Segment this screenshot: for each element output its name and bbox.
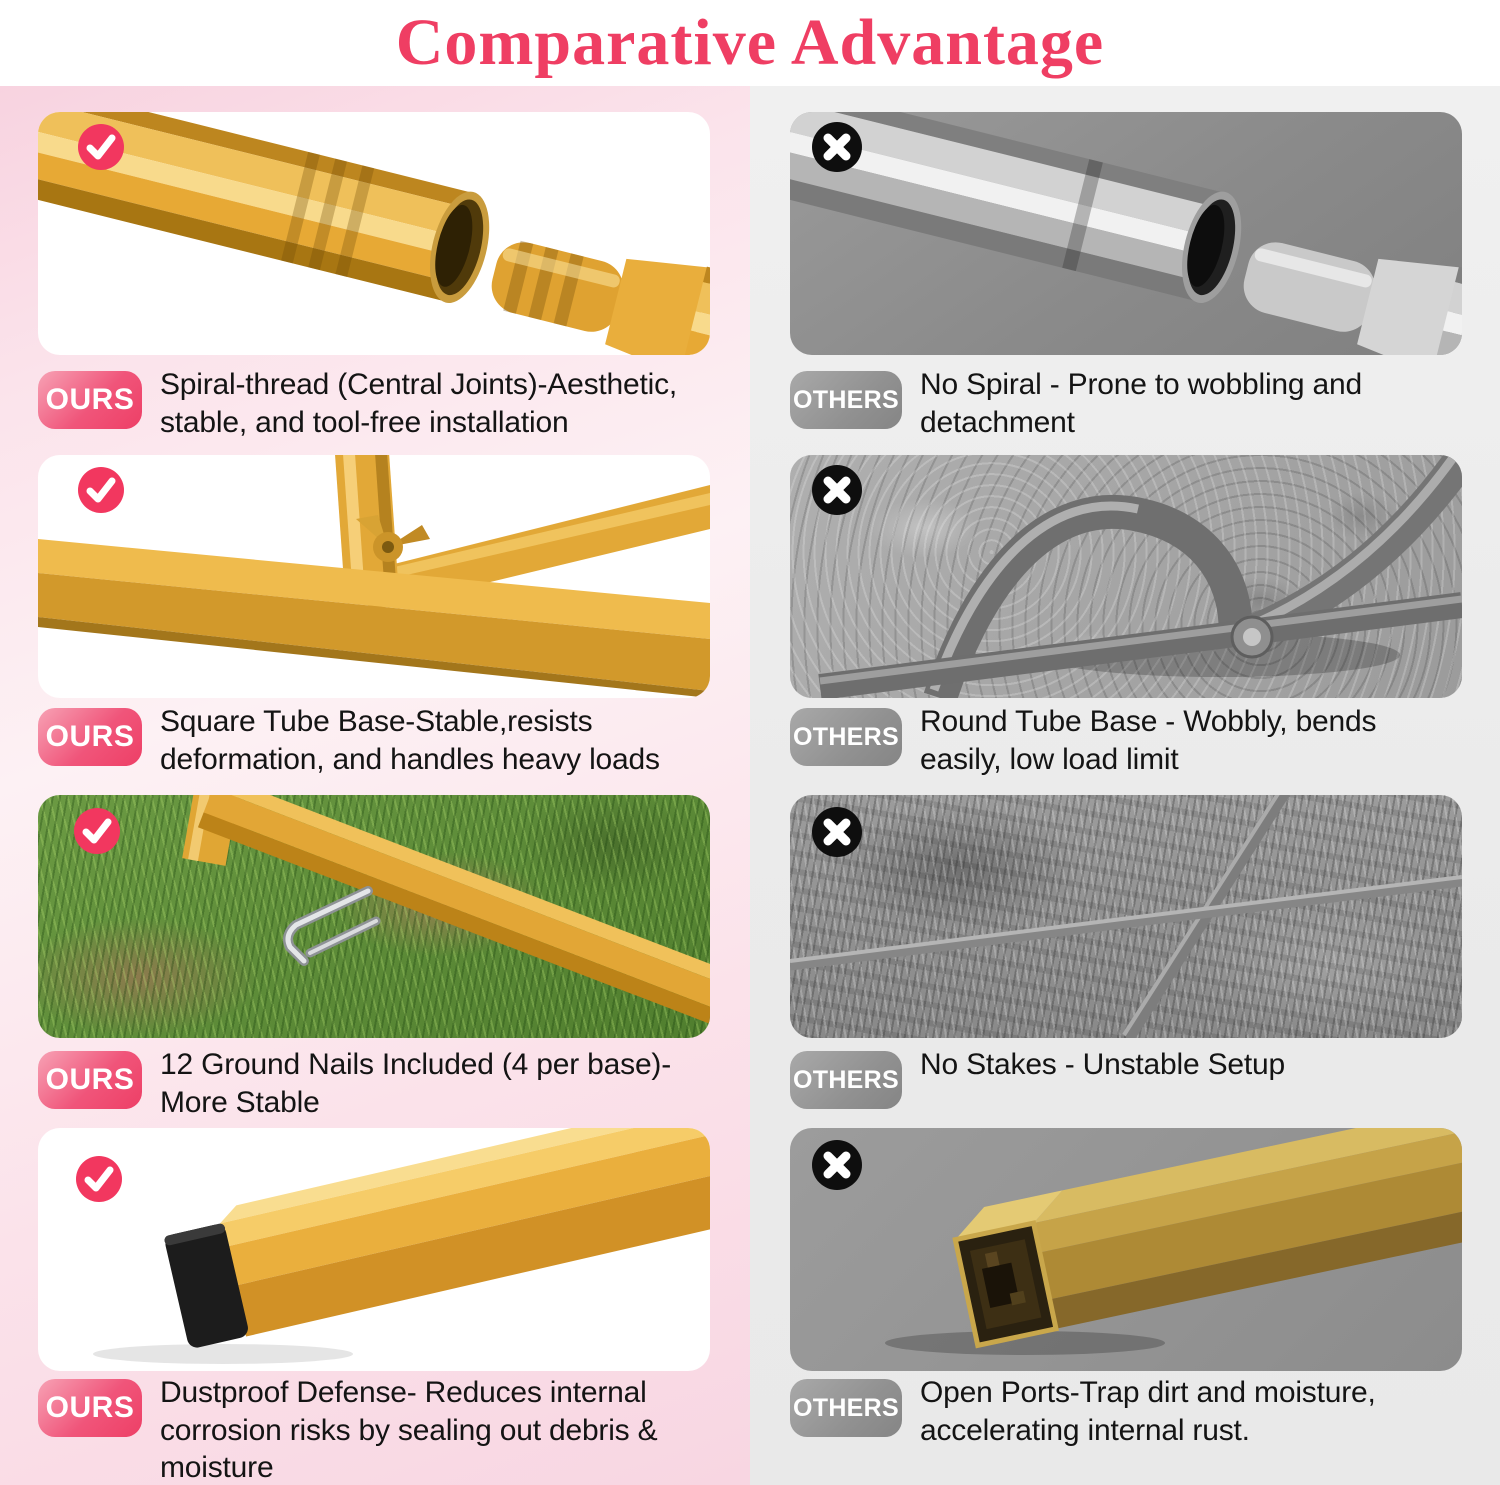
capped-square-tube-art bbox=[38, 1128, 710, 1371]
round-tube-base-art bbox=[790, 455, 1462, 698]
cross-icon bbox=[812, 1140, 862, 1190]
page-title: Comparative Advantage bbox=[395, 6, 1105, 79]
yellow-square-base-art bbox=[38, 455, 710, 698]
others-badge: OTHERS bbox=[790, 1379, 902, 1437]
cross-icon bbox=[812, 807, 862, 857]
others-badge: OTHERS bbox=[790, 708, 902, 766]
ours-badge: OURS bbox=[38, 371, 142, 429]
photo-ours-square-base bbox=[38, 455, 710, 698]
caption-row-others-1 bbox=[790, 366, 1466, 441]
check-icon bbox=[78, 124, 124, 170]
photo-others-no-stakes bbox=[790, 795, 1462, 1038]
ours-badge: OURS bbox=[38, 1379, 142, 1437]
photo-ours-spiral-joint bbox=[38, 112, 710, 355]
ours-badge: OURS bbox=[38, 708, 142, 766]
caption-text: Round Tube Base - Wobbly, bends easily, low load limit bbox=[920, 705, 1377, 776]
header bbox=[0, 0, 1500, 86]
others-badge: OTHERS bbox=[790, 371, 902, 429]
caption-row-ours-3 bbox=[38, 1046, 714, 1121]
photo-ours-dustproof-cap bbox=[38, 1128, 710, 1371]
caption-text: 12 Ground Nails Included (4 per base)- More Stable bbox=[160, 1048, 672, 1119]
cross-icon bbox=[812, 465, 862, 515]
grayscale-grass-art bbox=[790, 795, 1462, 1038]
check-icon bbox=[78, 467, 124, 513]
caption-text: No Spiral - Prone to wobbling and detachment bbox=[920, 368, 1362, 439]
check-icon bbox=[74, 808, 120, 854]
caption-text: Open Ports-Trap dirt and moisture, accelerating internal rust. bbox=[920, 1376, 1376, 1447]
caption-row-others-2 bbox=[790, 703, 1466, 778]
caption-text: Square Tube Base-Stable,resists deformation, and handles heavy loads bbox=[160, 705, 660, 776]
caption-row-ours-2 bbox=[38, 703, 714, 778]
caption-text: Spiral-thread (Central Joints)-Aesthetic, stable, and tool-free installation bbox=[160, 368, 678, 439]
caption-row-others-3 bbox=[790, 1046, 1466, 1109]
yellow-pole-joint-art bbox=[38, 112, 710, 355]
ours-badge: OURS bbox=[38, 1051, 142, 1109]
caption-text: No Stakes - Unstable Setup bbox=[920, 1048, 1285, 1081]
silver-pole-joint-art bbox=[790, 112, 1462, 355]
caption-row-others-4 bbox=[790, 1374, 1466, 1449]
grass-stake-art bbox=[38, 795, 710, 1038]
cross-icon bbox=[812, 122, 862, 172]
caption-row-ours-1 bbox=[38, 366, 714, 441]
photo-others-open-port bbox=[790, 1128, 1462, 1371]
caption-text: Dustproof Defense- Reduces internal corrosion risks by sealing out debris & moisture bbox=[160, 1376, 658, 1484]
photo-others-round-base bbox=[790, 455, 1462, 698]
others-badge: OTHERS bbox=[790, 1051, 902, 1109]
caption-row-ours-4 bbox=[38, 1374, 714, 1485]
photo-ours-ground-nails bbox=[38, 795, 710, 1038]
check-icon bbox=[76, 1156, 122, 1202]
photo-others-plain-joint bbox=[790, 112, 1462, 355]
open-brass-tube-art bbox=[790, 1128, 1462, 1371]
